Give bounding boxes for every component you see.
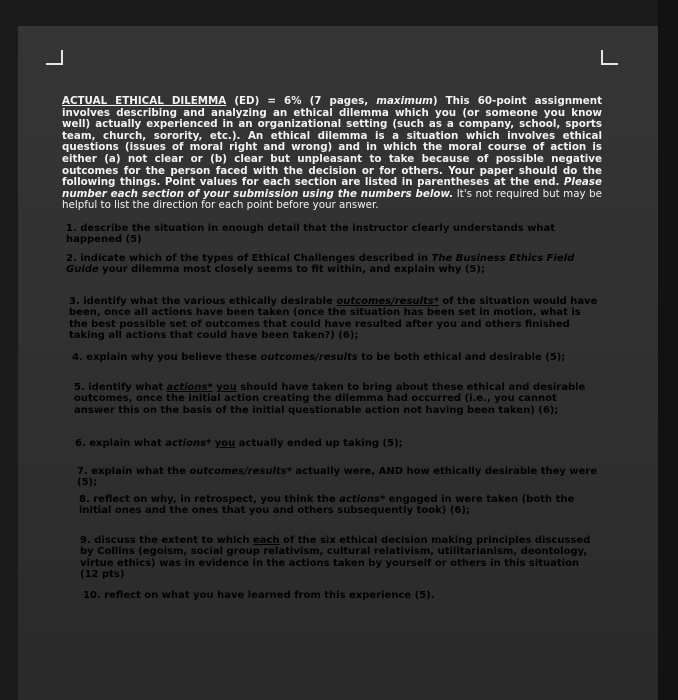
item-number: 8. — [79, 494, 90, 505]
item-text: explain what the — [87, 466, 190, 477]
item-text-cont: should have taken to bring about these ethical and desirable outcomes, once the initial action creating the dilemma had occurred (i.e., you cannot answer this on the basis of the initial questionable action not having been taken) (6); — [74, 382, 586, 416]
list-item-8 — [79, 494, 599, 517]
item-text: identify what the various ethically desirable — [79, 296, 337, 307]
list-item-10 — [83, 590, 595, 601]
intro-paragraph — [62, 96, 602, 212]
item-text: reflect on why, in retrospect, you think the — [89, 494, 340, 505]
item-emphasis: you — [216, 382, 237, 393]
crop-mark-right-icon — [600, 50, 618, 66]
item-text: indicate which of the types of Ethical Challenges described in — [76, 253, 432, 264]
item-term: outcomes/results — [260, 352, 358, 363]
item-term: actions* — [166, 382, 213, 393]
helpful-note: It's not required but may be helpful to list the direction for each point before your answer. — [62, 187, 602, 212]
item-number: 10. — [83, 590, 101, 601]
list-item-4 — [72, 352, 600, 363]
assignment-description: This 60-point assignment involves describing and analyzing an ethical dilemma which you (or someone you know well) actually experienced in an organizational setting (such as a company, school, sports team, church, sorority, etc.). An ethical dilemma is a situation which involves ethical questions (issues of moral right and wrong) and in which the moral course of action is either (a) not clear or (b) clear but unpleasant to take because of possible negative outcomes for the person faced with the decision or for others. Your paper should do the following things. Point values for each section are listed in parentheses at the end. — [62, 95, 602, 189]
item-text-cont: of the situation would have been, once all actions have been taken (once the situation has been set in motion, what is the best possible set of outcomes that could have resulted after you and others finished taking all actions that could have been taken?) (6); — [69, 296, 598, 342]
item-emphasis: you — [214, 438, 236, 449]
item-number: 2. — [66, 253, 77, 264]
item-term: actions* — [165, 438, 212, 449]
list-item-1 — [66, 223, 598, 246]
item-text: discuss the extent to which — [90, 535, 254, 546]
item-term: outcomes/results* — [336, 296, 439, 307]
item-term: outcomes/results* — [189, 466, 292, 477]
crop-mark-left-icon — [46, 50, 64, 66]
item-number: 1. — [66, 223, 77, 234]
list-item-9 — [80, 535, 597, 581]
item-number: 3. — [69, 296, 80, 307]
item-number: 4. — [72, 352, 83, 363]
item-text: explain what — [85, 438, 166, 449]
assignment-meta-italic: maximum — [376, 95, 433, 107]
item-text: identify what — [84, 382, 167, 393]
book-title: The Business Ethics Field Guide — [66, 253, 575, 276]
list-item-5 — [74, 382, 600, 416]
assignment-meta: (ED) = 6% (7 pages, — [226, 95, 377, 107]
item-number: 6. — [75, 438, 86, 449]
item-text-cont: engaged in were taken (both the initial ones and the ones that you and others subsequently took) (6); — [79, 494, 575, 517]
item-text-cont: of the six ethical decision making principles discussed by Collins (egoism, social group relativism, cultural relativism, utilitarianism, deontology, virtue ethics) was in evidence in the actions taken by yourself or others in this situation (12 pts) — [80, 535, 591, 581]
item-text-cont: your dilemma most closely seems to fit within, and explain why (5); — [98, 264, 485, 276]
item-text: describe the situation in enough detail that the instructor clearly understands what happened (5) — [66, 223, 556, 246]
item-number: 7. — [77, 466, 88, 477]
document-content — [62, 96, 602, 212]
item-text: explain why you believe these — [82, 352, 261, 363]
item-text-cont: actually were, AND how ethically desirable they were (5); — [77, 466, 598, 489]
list-item-3 — [69, 296, 600, 342]
list-item-6 — [75, 438, 599, 449]
assignment-title: ACTUAL ETHICAL DILEMMA — [62, 95, 227, 107]
item-text-cont: actually ended up taking (5); — [235, 438, 403, 449]
item-text-cont: to be both ethical and desirable (5); — [357, 352, 566, 363]
screen-edge — [658, 0, 678, 700]
item-term: actions* — [339, 494, 386, 505]
item-text: reflect on what you have learned from this experience (5). — [100, 590, 435, 601]
item-number: 5. — [74, 382, 85, 393]
numbering-instruction: Please number each section of your submission using the numbers below. — [62, 176, 602, 200]
list-item-7 — [77, 466, 599, 489]
item-number: 9. — [80, 535, 91, 546]
list-item-2 — [66, 253, 602, 276]
item-emphasis: each — [253, 535, 280, 546]
assignment-meta-end: ) — [432, 95, 446, 107]
